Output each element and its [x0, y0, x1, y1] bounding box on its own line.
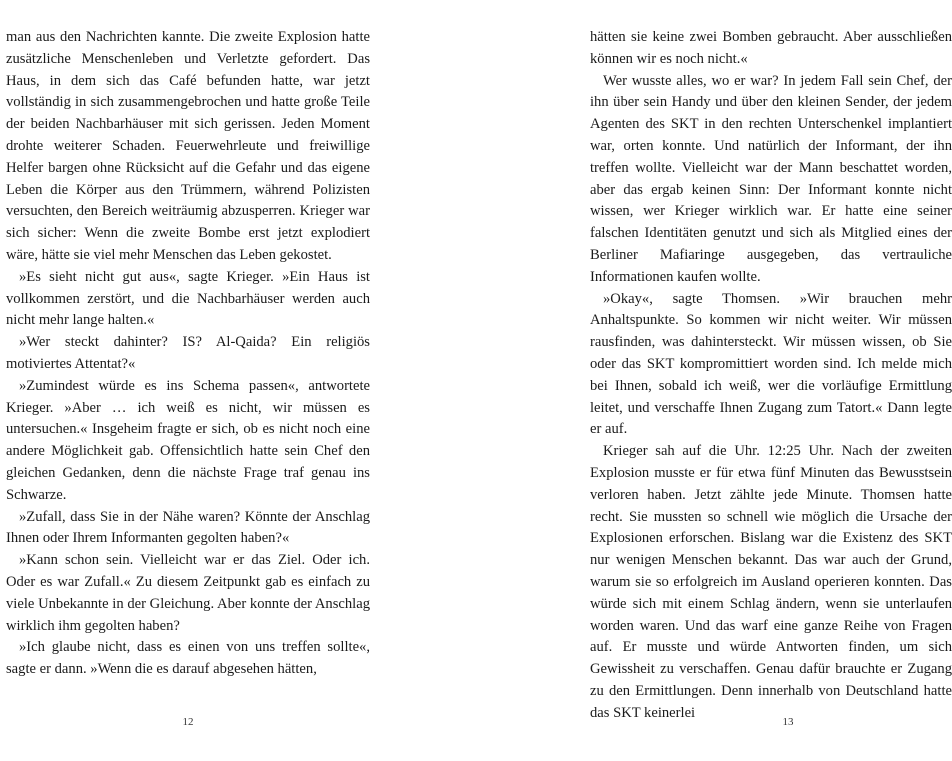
page-number-right: 13 [782, 716, 794, 728]
paragraph: man aus den Nachrichten kannte. Die zweite Explosion hatte zusätzliche Menschenleben und Verletzte gefordert. Das Haus, in dem sich das Café befunden hatte, war jetzt vollständig in sich zusammengebrochen und hatte große Teile der beiden Nachbarhäuser mit sich gerissen. Jeden Moment drohte weiterer Schaden. Feuerwehrleute und freiwillige Helfer bargen ohne Rücksicht auf die Gefahr und das eigene Leben die Körper aus den Trümmern, während Polizisten versuchten, den Bereich weiträumig abzusperren. Krieger war sich sicher: Wenn die zweite Bombe erst jetzt explodiert wäre, hätte sie viel mehr Menschen das Leben gekostet. [6, 29, 370, 263]
right-page-text [590, 27, 952, 725]
paragraph: »Okay«, sagte Thomsen. »Wir brauchen mehr Anhaltspunkte. So kommen wir nicht weiter. Wir müssen rausfinden, was dahintersteckt. Wir müssen wissen, ob Sie oder das SKT kompromittiert worden sind. Ich melde mich bei Ihnen, sobald ich weiß, wer die vorläufige Ermittlung leitet, und verschaffe Ihnen Zugang zum Tatort.« Dann legte er auf. [590, 290, 952, 438]
paragraph: »Ich glaube nicht, dass es einen von uns treffen sollte«, sagte er dann. »Wenn die es darauf abgesehen hätten, [6, 639, 370, 678]
paragraph: Krieger sah auf die Uhr. 12:25 Uhr. Nach der zweiten Explosion musste er für etwa fünf Minuten das Bewusstsein verloren haben. Jetzt zählte jede Minute. Thomsen hatte recht. Sie mussten so schnell wie möglich die Ursache der Explosionen erforschen. Bislang war die Existenz des SKT nur wenigen Menschen bekannt. Das war auch der Grund, warum sie so erfolgreich im Ausland operieren konnten. Das würde sich mit einem Schlag ändern, wenn sie unterlaufen worden waren. Und das warf eine ganze Reihe von Fragen auf. Er musste und würde Antworten finden, um sich Gewissheit zu verschaffen. Genau dafür brauchte er Zugang zu den Ermittlungen. Denn innerhalb von Deutschland hatte das SKT keinerlei [590, 443, 952, 721]
left-page-text [6, 27, 370, 681]
paragraph: »Wer steckt dahinter? IS? Al-Qaida? Ein religiös motiviertes Attentat?« [6, 334, 370, 372]
paragraph: »Zumindest würde es ins Schema passen«, antwortete Krieger. »Aber … ich weiß es nicht, wir müssen es untersuchen.« Insgeheim fragte er sich, ob es nicht noch eine andere Möglichkeit gab. Offensichtlich hatte sein Chef den gleichen Gedanken, denn die nächste Frage traf genau ins Schwarze. [6, 377, 370, 503]
paragraph: »Es sieht nicht gut aus«, sagte Krieger. »Ein Haus ist vollkommen zerstört, und die Nachbarhäuser werden auch nicht mehr lange halten.« [6, 268, 370, 329]
right-page [476, 0, 952, 761]
paragraph: »Zufall, dass Sie in der Nähe waren? Könnte der Anschlag Ihnen oder Ihrem Informanten gegolten haben?« [6, 508, 370, 547]
page-number-left: 12 [182, 716, 194, 728]
paragraph: hätten sie keine zwei Bomben gebraucht. Aber ausschließen können wir es noch nicht.« [590, 29, 952, 67]
paragraph: Wer wusste alles, wo er war? In jedem Fall sein Chef, der ihn über sein Handy und über den kleinen Sender, der jedem Agenten des SKT in den rechten Unterschenkel implantiert war, orten konnte. Und natürlich der Informant, der ihn treffen wollte. Vielleicht war der Mann beschattet worden, aber das ergab keinen Sinn: Der Informant konnte nicht wissen, wer Krieger wirklich war. Er hatte eine seiner falschen Identitäten genutzt und sich als Mitglied eines der Berliner Mafiaringe ausgegeben, das vertrauliche Informationen kaufen wollte. [590, 72, 952, 285]
paragraph: »Kann schon sein. Vielleicht war er das Ziel. Oder ich. Oder es war Zufall.« Zu diesem Zeitpunkt gab es einfach zu viele Unbekannte in der Gleichung. Aber konnte der Anschlag wirklich ihm gegolten haben? [6, 552, 370, 634]
